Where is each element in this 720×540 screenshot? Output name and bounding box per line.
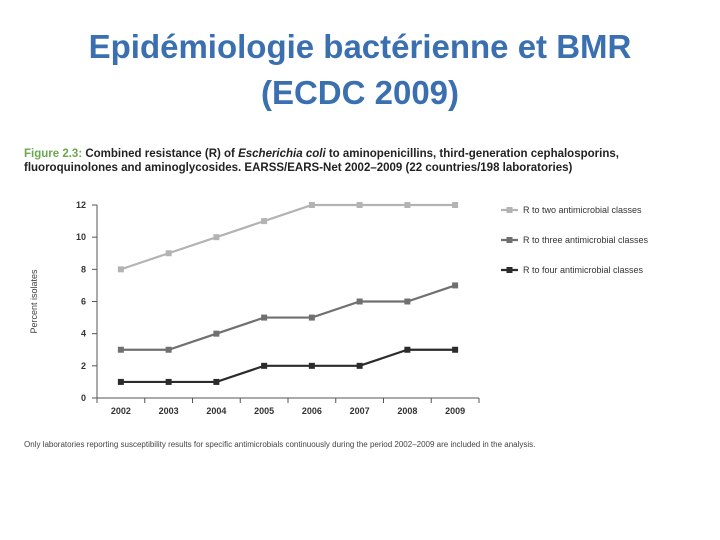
slide-title-line1: Epidémiologie bactérienne et BMR [88,28,632,65]
figure-caption [24,147,684,175]
legend [501,205,649,275]
y-tick-label: 2 [80,360,86,371]
data-point [357,363,363,369]
slide-title [0,24,720,116]
data-point [166,379,172,385]
data-point [166,347,172,353]
y-tick-label: 4 [80,328,86,339]
y-tick-label: 0 [80,393,86,403]
caption-text-1: Combined resistance (R) of [82,148,239,160]
data-point [309,315,315,321]
x-tick-label: 2004 [206,406,227,416]
y-axis-label: Percent isolates [29,269,39,334]
legend-item [501,205,642,215]
x-tick-label: 2006 [301,406,322,416]
data-point [118,347,124,353]
data-point [118,379,124,385]
caption-species: Escherichia coli [238,148,326,160]
series-line [121,350,455,382]
series-line [121,205,455,269]
data-point [404,347,410,353]
legend-label: R to three antimicrobial classes [523,235,649,245]
data-point [452,202,458,208]
data-point [452,282,458,288]
legend-label: R to two antimicrobial classes [523,205,642,215]
legend-item [501,235,649,245]
data-point [309,363,315,369]
legend-swatch-marker [507,267,513,273]
x-tick-label: 2005 [254,406,275,416]
data-point [357,299,363,305]
slide-title-line2: (ECDC 2009) [260,74,460,111]
data-point [261,218,267,224]
series-1 [118,202,458,272]
data-point [213,234,219,240]
data-point [452,347,458,353]
x-tick-label: 2007 [349,406,370,416]
legend-item [501,265,644,275]
caption-text-2: to aminopenicillins, third-generation cephalosporins, fluoroquinolones and aminoglycosides. EARSS/EARS-Net 2002–2009 (22 countries/198 laboratories) [24,148,619,174]
data-point [309,202,315,208]
x-tick-label: 2008 [397,406,418,416]
y-tick-label: 6 [80,296,86,307]
data-point [404,299,410,305]
line-chart [0,195,720,435]
data-point [118,266,124,272]
data-point [166,250,172,256]
x-tick-label: 2003 [158,406,179,416]
legend-swatch-marker [507,237,513,243]
series-layer [118,202,458,385]
x-tick-label: 2009 [445,406,466,416]
y-tick-label: 8 [80,264,86,275]
y-tick-label: 10 [75,232,86,243]
x-tick-label: 2002 [110,406,131,416]
series-2 [118,282,458,352]
legend-label: R to four antimicrobial classes [523,265,644,275]
footnote: Only laboratories reporting susceptibility results for specific antimicrobials continuously during the period 2002–2009 are included in the analysis. [24,440,536,449]
data-point [261,315,267,321]
legend-swatch-marker [507,207,513,213]
data-point [261,363,267,369]
series-line [121,285,455,349]
data-point [213,379,219,385]
axes [76,200,479,416]
data-point [404,202,410,208]
data-point [357,202,363,208]
data-point [213,331,219,337]
y-tick-label: 12 [75,200,86,210]
figure-label: Figure 2.3: [24,148,83,160]
